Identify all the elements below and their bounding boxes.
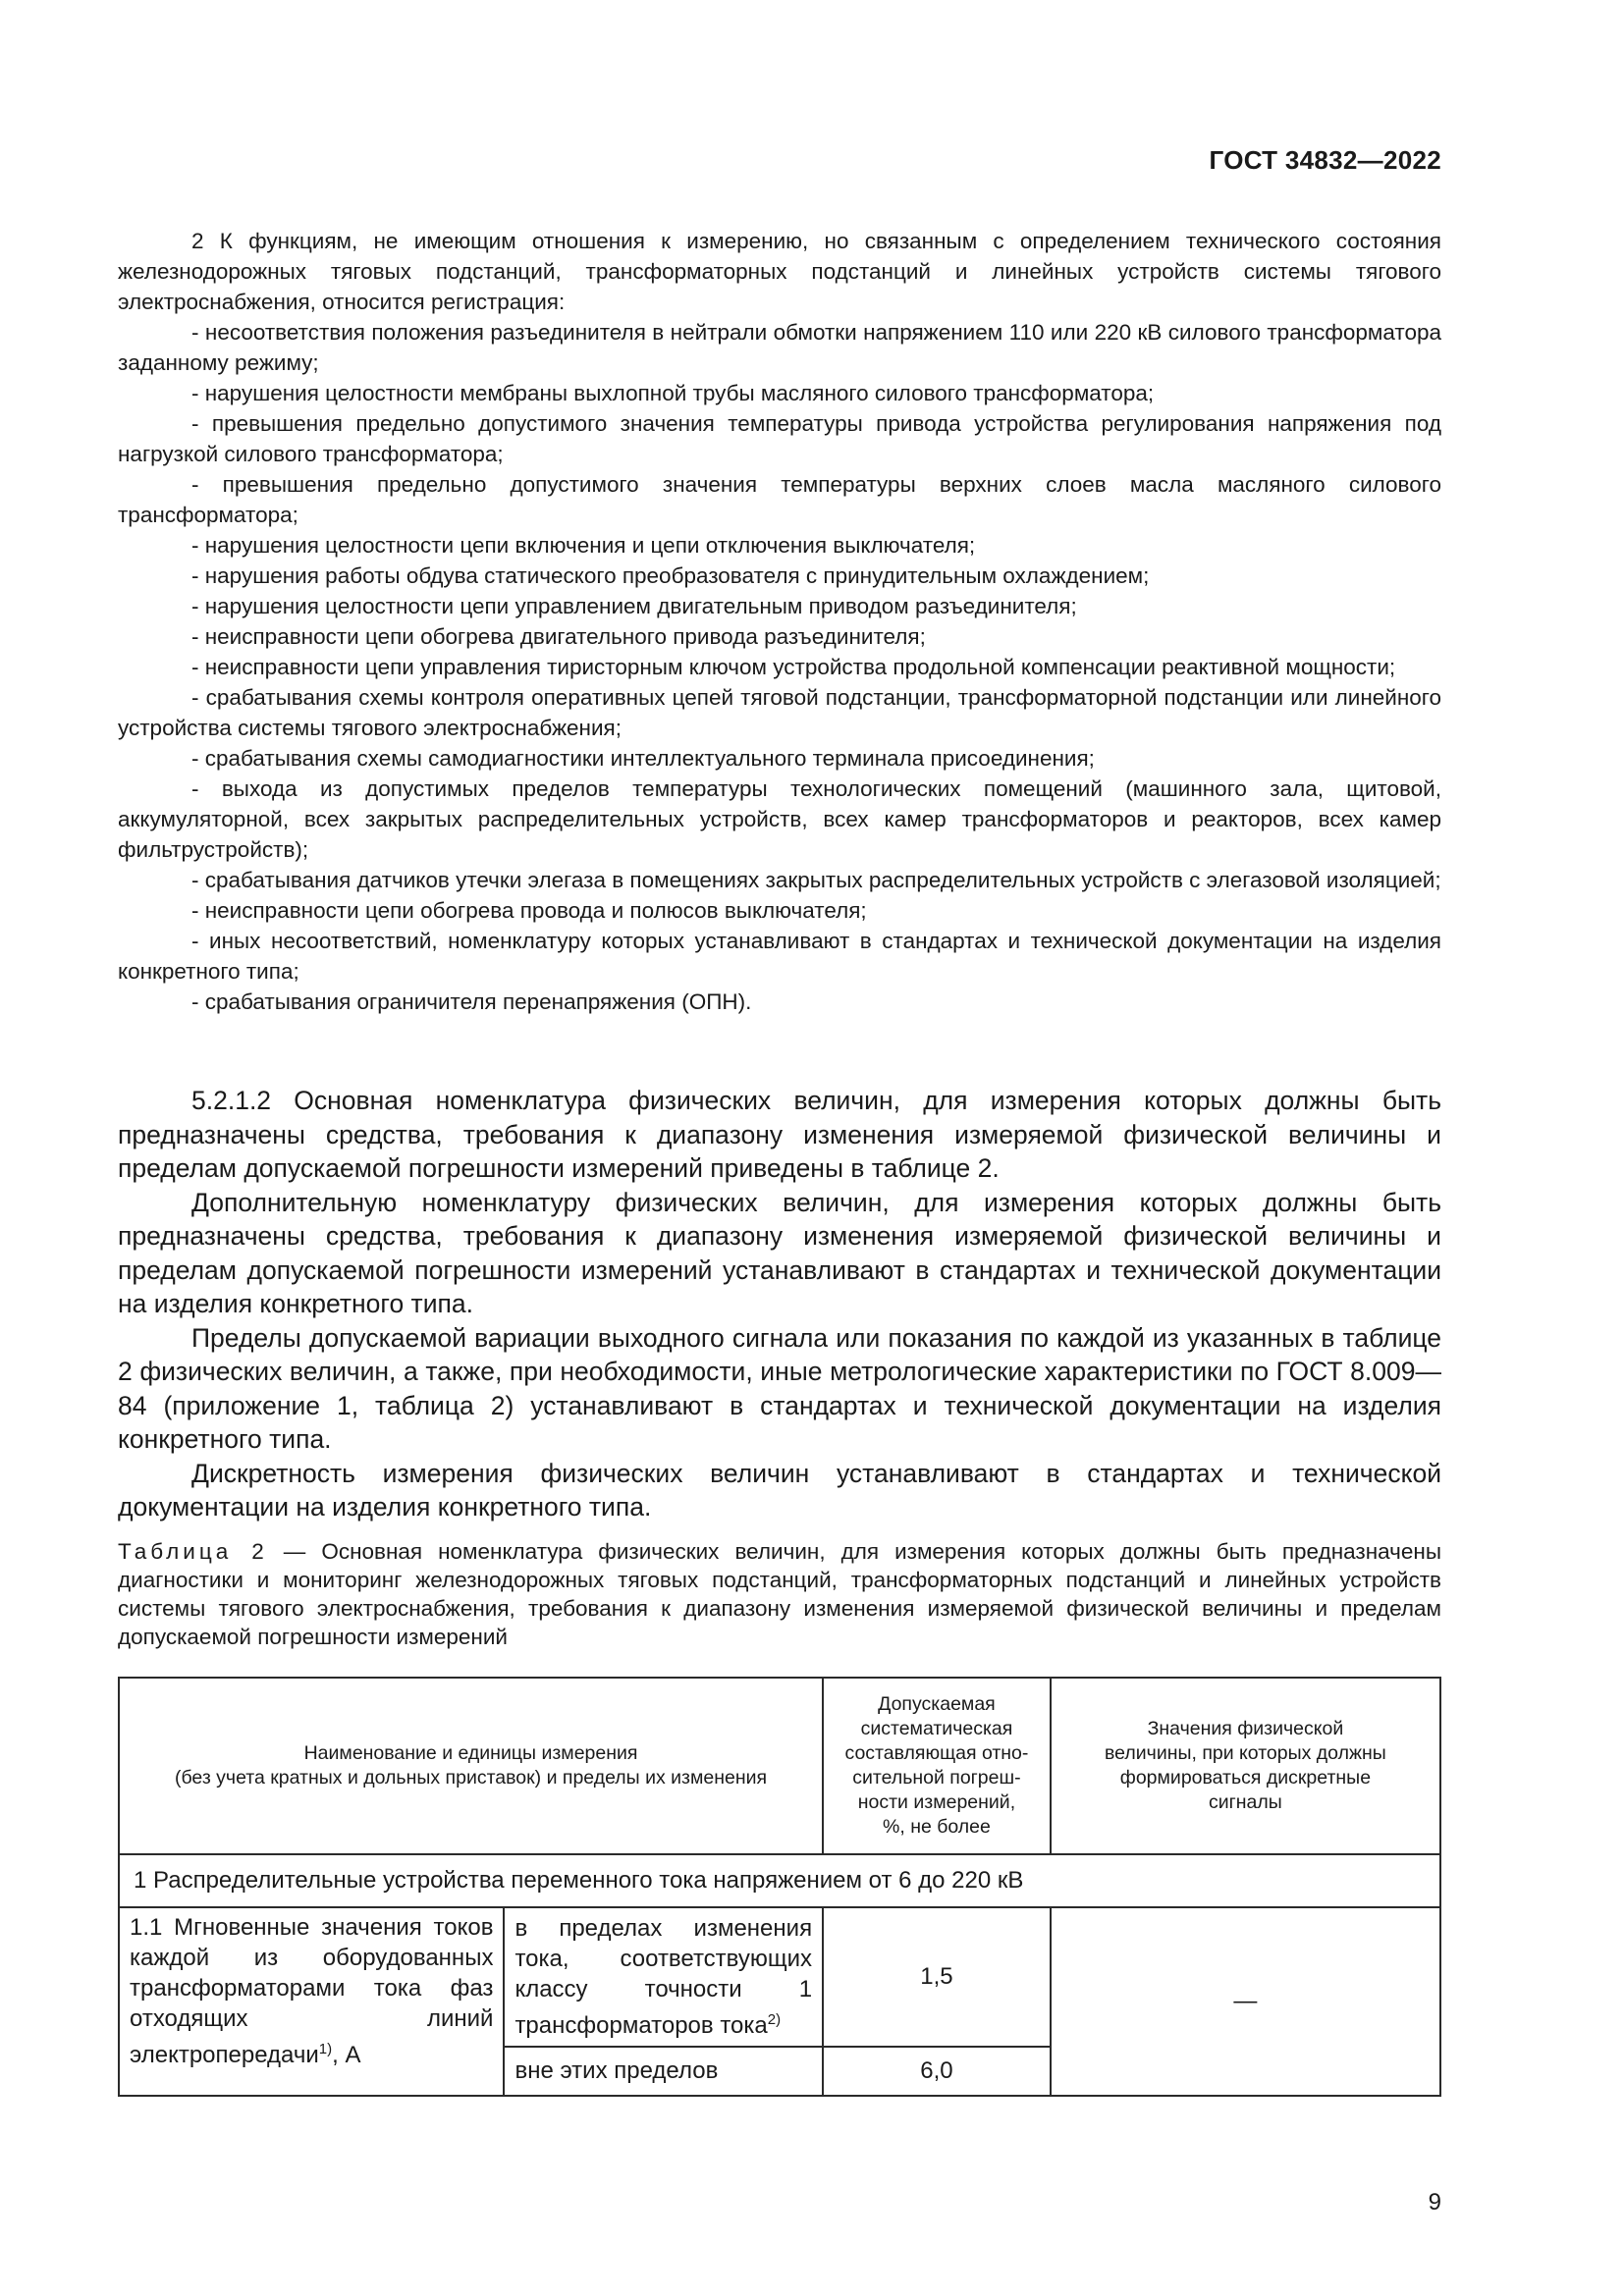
page-number: 9 [1428, 2189, 1441, 2216]
range-outside: вне этих пределов [504, 2047, 823, 2096]
table-header-row [119, 1678, 1440, 1854]
note-item: - нарушения целостности цепи включения и цепи отключения выключателя; [191, 533, 976, 558]
table-caption-text: — Основная номенклатура физических величин, для измерения которых должны быть предназначены диагностики и мониторинг железнодорожных тяговых подстанций, трансформаторных подстанций и линейных устройств системы тягового электроснабжения, требования к диапазону изменения измеряемой физической величины и пределам допускаемой погрешности измерений [118, 1539, 1441, 1649]
note-item: - срабатывания схемы контроля оперативных цепей тяговой подстанции, трансформаторной подстанции или линейного устройства системы тягового электроснабжения; [118, 685, 1441, 740]
table-caption-label: Таблица 2 [118, 1539, 268, 1564]
table-caption [118, 1537, 1441, 1651]
section-title: 1 Распределительные устройства переменного тока напряжением от 6 до 220 кВ [119, 1854, 1440, 1907]
note-item: - выхода из допустимых пределов температуры технологических помещений (машинного зала, щитовой, аккумуляторной, всех закрытых распределительных устройств, всех камер трансформаторов и реакторов, всех камер фильтрустройств); [118, 776, 1441, 862]
footnote-ref: 2) [767, 2011, 782, 2028]
paragraph: Пределы допускаемой вариации выходного сигнала или показания по каждой из указанных в таблице 2 физических величин, а также, при необходимости, иные метрологические характеристики по ГОСТ 8.009—84 (приложение 1, таблица 2) устанавливают в стандартах и технической документации на изделия конкретного типа. [118, 1322, 1441, 1454]
note-item: - несоответствия положения разъединителя в нейтрали обмотки напряжением 110 или 220 кВ силового трансформатора заданному режиму; [118, 320, 1441, 375]
row-name-unit: , А [332, 2042, 361, 2068]
row-name [119, 1907, 504, 2096]
note-item: - неисправности цепи управления тиристорным ключом устройства продольной компенсации реактивной мощности; [191, 655, 1396, 679]
header-error: Допускаемая систематическая составляющая отно- сительной погреш- ности измерений, %, не более [823, 1678, 1051, 1854]
error-value-outside: 6,0 [823, 2047, 1051, 2096]
note-item: - срабатывания схемы самодиагностики интеллектуального терминала присоединения; [191, 746, 1095, 771]
main-text [118, 1084, 1441, 1524]
footnote-ref: 1) [318, 2041, 333, 2057]
document-header: ГОСТ 34832—2022 [1209, 145, 1441, 175]
range-within-text: в пределах изменения тока, соответствующих классу точности 1 трансформаторов тока [514, 1915, 813, 2039]
note-item: - срабатывания ограничителя перенапряжения (ОПН). [191, 989, 752, 1014]
table-section-row [119, 1854, 1440, 1907]
paragraph: 5.2.1.2 Основная номенклатура физических величин, для измерения которых должны быть предназначены средства, требования к диапазону изменения измеряемой физической величины и пределам допускаемой погрешности измерений приведены в таблице 2. [118, 1086, 1441, 1183]
note-item: - нарушения целостности мембраны выхлопной трубы масляного силового трансформатора; [191, 381, 1155, 405]
note-item: - срабатывания датчиков утечки элегаза в помещениях закрытых распределительных устройств с элегазовой изоляцией; [191, 868, 1441, 892]
header-name-units: Наименование и единицы измерения (без учета кратных и дольных приставок) и пределы их изменения [119, 1678, 823, 1854]
table-row [119, 1907, 1440, 2047]
discrete-value: — [1051, 1907, 1440, 2096]
note-item: - неисправности цепи обогрева двигательного привода разъединителя; [191, 624, 926, 649]
table-2 [118, 1677, 1441, 2097]
note-item: - неисправности цепи обогрева провода и полюсов выключателя; [191, 898, 867, 923]
notes-intro: 2 К функциям, не имеющим отношения к измерению, но связанным с определением технического состояния железнодорожных тяговых подстанций, трансформаторных подстанций и линейных устройств системы тягового электроснабжения, относится регистрация: [118, 229, 1441, 314]
error-value-within: 1,5 [823, 1907, 1051, 2047]
notes-block [118, 226, 1441, 1017]
note-item: - нарушения целостности цепи управлением двигательным приводом разъединителя; [191, 594, 1077, 618]
header-discrete-values: Значения физической величины, при которых должны формироваться дискретные сигналы [1051, 1678, 1440, 1854]
note-item: - иных несоответствий, номенклатуру которых устанавливают в стандартах и технической документации на изделия конкретного типа; [118, 929, 1441, 984]
row-name-text: 1.1 Мгновенные значения токов каждой из оборудованных трансформаторами тока фаз отходящих линий электропередачи [130, 1914, 494, 2068]
paragraph: Дополнительную номенклатуру физических величин, для измерения которых должны быть предназначены средства, требования к диапазону изменения измеряемой физической величины и пределам допускаемой погрешности измерений устанавливают в стандартах и технической документации на изделия конкретного типа. [118, 1187, 1441, 1318]
note-item: - превышения предельно допустимого значения температуры верхних слоев масла масляного силового трансформатора; [118, 472, 1441, 527]
paragraph: Дискретность измерения физических величин устанавливают в стандартах и технической документации на изделия конкретного типа. [118, 1458, 1441, 1522]
note-item: - нарушения работы обдува статического преобразователя с принудительным охлаждением; [191, 563, 1150, 588]
note-item: - превышения предельно допустимого значения температуры привода устройства регулирования напряжения под нагрузкой силового трансформатора; [118, 411, 1441, 466]
range-within [504, 1907, 823, 2047]
